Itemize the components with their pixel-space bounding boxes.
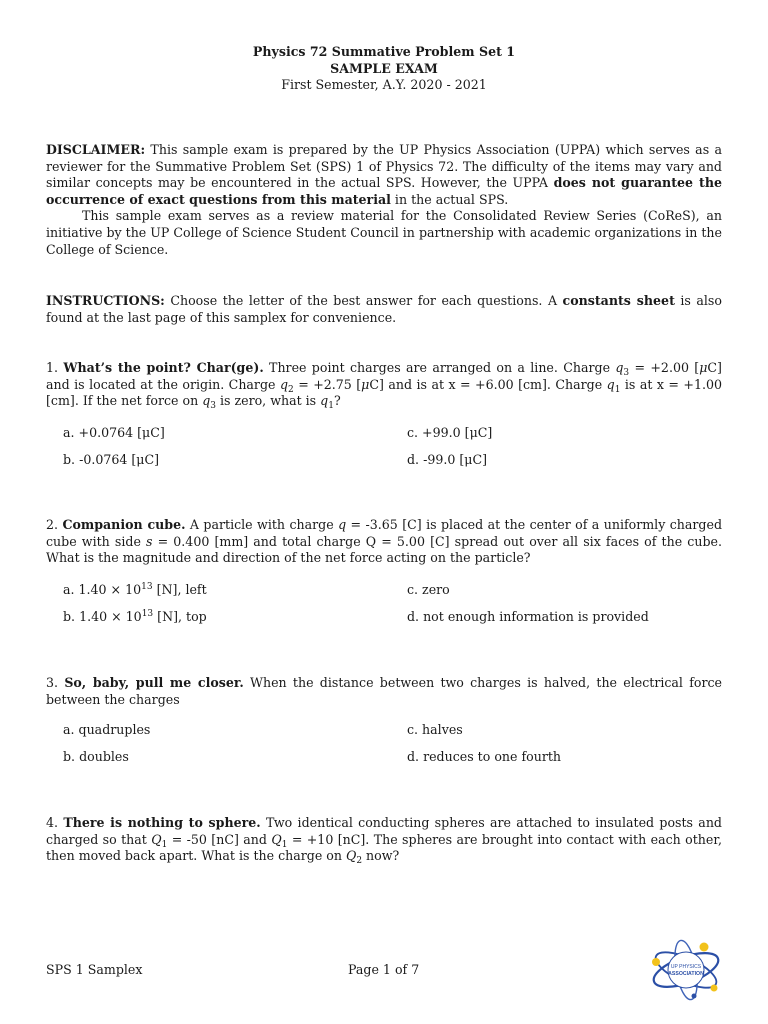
option-a	[63, 582, 207, 599]
question-text: now?	[362, 848, 400, 864]
math-sub: 1	[614, 384, 621, 395]
instructions	[46, 293, 722, 326]
page-subtitle: SAMPLE EXAM	[330, 60, 438, 76]
instructions-text: Choose the letter of the best answer for each questions. A	[164, 293, 563, 308]
question-text: Three point charges are arranged on a line. Charge	[263, 360, 616, 375]
math-sub: 1	[281, 839, 288, 850]
option-b: b. -0.0764 [μC]	[63, 452, 160, 467]
question-number: 1.	[46, 360, 59, 375]
page-title: Physics 72 Summative Problem Set 1	[252, 44, 516, 59]
question-text: A particle with charge	[185, 517, 339, 532]
math-sub: 3	[210, 401, 216, 412]
question-text: = +10 [nC]. The spheres are brought into contact with each other, then moved back apart. What is the charge on	[46, 831, 722, 864]
footer-left: SPS 1 Samplex	[46, 962, 143, 977]
question-text: = -50 [nC] and	[167, 831, 272, 847]
math-var: μ	[699, 360, 708, 375]
option-a: a. +0.0764 [μC]	[63, 425, 165, 440]
option-a: a. quadruples	[63, 722, 151, 737]
question-title: What’s the point? Char(ge).	[63, 360, 264, 375]
math-sub: 1	[328, 401, 334, 412]
question-text: ?	[333, 393, 341, 409]
disclaimer-paragraph	[46, 142, 722, 208]
option-c: c. zero	[407, 582, 450, 597]
question-text: = -3.65 [C] is placed at the center of a uniformly charged cube with side	[46, 517, 723, 549]
page-number: Page 1 of 7	[348, 962, 420, 977]
option-b	[63, 609, 207, 626]
exponent: 13	[141, 582, 153, 592]
question-text: C] and is located at the origin. Charge	[46, 360, 722, 392]
math-var: q	[338, 517, 347, 532]
question-title: There is nothing to sphere.	[63, 815, 261, 830]
option-c: c. +99.0 [μC]	[407, 425, 493, 440]
math-var: Q	[151, 831, 162, 847]
option-d: d. reduces to one fourth	[407, 749, 562, 764]
question-text: C] and is at x = +6.00 [cm]. Charge	[369, 376, 607, 392]
math-var: q	[279, 376, 288, 392]
option-text: b. 1.40 × 10	[63, 609, 142, 624]
math-var: Q	[345, 848, 357, 864]
question-text: = +2.00 [	[629, 360, 700, 375]
question-title: Companion cube.	[62, 517, 186, 532]
question-text: = +2.75 [	[293, 376, 362, 392]
question-text: is zero, what is	[216, 393, 321, 409]
question-4	[46, 815, 722, 865]
math-var: q	[320, 393, 329, 409]
math-sub: 3	[623, 368, 630, 378]
question-number: 3.	[46, 675, 59, 690]
math-var: Q	[271, 831, 282, 847]
option-text: [N], left	[152, 582, 207, 597]
disclaimer-label: DISCLAIMER:	[46, 142, 146, 157]
question-text: = 0.400 [mm] and total charge Q = 5.00 [C] spread out over all six faces of the cube. What is the magnitude and direction of the net force acting on the particle?	[46, 533, 722, 566]
question-3	[46, 675, 722, 708]
disclaimer-text: This sample exam is prepared by the UP Physics Association (UPPA) which serves as a reviewer for the Summative Problem Set (SPS) 1 of Physics 72. The difficulty of the items may vary and similar concepts may be encountered in the actual SPS. However, the UPPA	[46, 142, 722, 191]
disclaimer-paragraph-2: This sample exam serves as a review material for the Consolidated Review Series (CoReS), an initiative by the UP College of Science Student Council in partnership with academic organizations in the College of Science.	[46, 208, 722, 257]
atom-logo-icon	[648, 938, 724, 1002]
instructions-label: INSTRUCTIONS:	[46, 293, 165, 308]
logo-text-top: UP PHYSICS	[670, 964, 702, 970]
semester-line: First Semester, A.Y. 2020 - 2021	[281, 77, 487, 93]
logo-text-bottom: ASSOCIATION	[668, 971, 704, 977]
option-text: a. 1.40 × 10	[63, 582, 142, 597]
math-var: s	[146, 533, 153, 549]
question-title: So, baby, pull me closer.	[64, 675, 244, 690]
question-number: 4.	[46, 815, 59, 830]
question-text: is at x = +1.00 [cm]. If the net force on	[46, 376, 723, 409]
disclaimer-text-end: in the actual SPS.	[390, 191, 509, 207]
question-2	[46, 517, 722, 567]
option-text: [N], top	[153, 609, 207, 624]
option-c: c. halves	[407, 722, 463, 737]
disclaimer-emphasis: does not guarantee the occurrence of exact questions from this material	[46, 175, 722, 207]
math-sub: 2	[356, 856, 363, 867]
option-d: d. -99.0 [μC]	[407, 452, 488, 467]
header	[0, 44, 768, 94]
math-sub: 2	[288, 384, 294, 395]
exponent: 13	[141, 609, 154, 619]
uppa-logo	[648, 938, 724, 1002]
question-text: Two identical conducting spheres are attached to insulated posts and charged so that	[46, 815, 722, 847]
disclaimer	[46, 142, 722, 258]
instructions-text-end: is also found at the last page of this samplex for convenience.	[46, 293, 722, 325]
math-var: q	[202, 393, 211, 409]
question-1	[46, 360, 722, 410]
math-var: q	[606, 376, 615, 392]
option-b: b. doubles	[63, 749, 129, 764]
option-d: d. not enough information is provided	[407, 609, 649, 624]
question-text: When the distance between two charges is halved, the electrical force between the charges	[46, 675, 722, 707]
math-var: q	[615, 360, 624, 375]
instructions-emphasis: constants sheet	[562, 293, 675, 308]
math-var: μ	[361, 376, 370, 392]
question-number: 2.	[46, 517, 59, 532]
math-sub: 1	[161, 839, 168, 850]
